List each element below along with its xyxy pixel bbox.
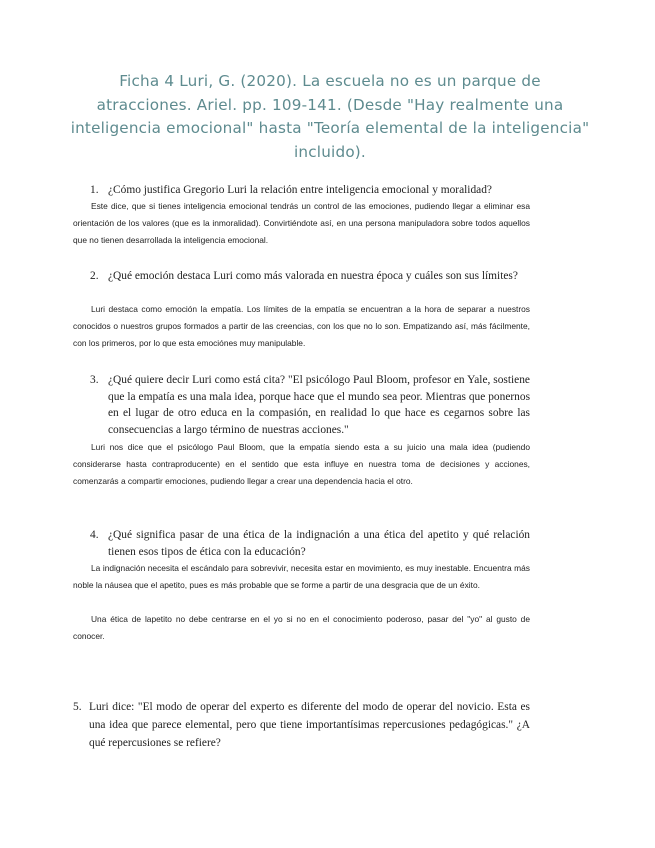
question-text: Luri dice: "El modo de operar del experto es diferente del modo de operar del novicio. Esta es una idea que parece elemental, pero que tiene importantísimas repercusiones pedagógicas." ¿A qué repercusiones se refiere? xyxy=(89,701,530,749)
answer-3: Luri nos dice que el psicólogo Paul Bloom, que la empatía siendo esta a su juicio una mala idea (pudiendo considerarse hasta contraproducente) en el sentido que esta influye en nuestra toma de decisiones y acciones, comenzarás a compartir emociones, pudiendo llegar a crear una dependencia hacia el otro. xyxy=(73,442,530,486)
question-4 xyxy=(90,527,530,560)
question-5 xyxy=(73,698,530,752)
answer-4a: La indignación necesita el escándalo para sobrevivir, necesita estar en movimiento, es muy inestable. Encuentra más noble la náusea que el apetito, pues es más probable que se forme a partir de una desgracia que de un éxito. xyxy=(73,563,530,590)
question-3 xyxy=(90,372,530,438)
answer-1: Este dice, que si tienes inteligencia emocional tendrás un control de las emociones, pudiendo llegar a eliminar esa orientación de los valores (que es la inmoralidad). Convirtiéndote así, en una persona manipuladora sobre todos aquellos que no tienen desarrollada la inteligencia emocional. xyxy=(73,201,530,245)
answer-2: Luri destaca como emoción la empatía. Los límites de la empatía se encuentran a la hora de separar a nuestros conocidos o nuestros grupos formados a partir de las creencias, con los que no lo son. Empatizando así, más fácilmente, con los primeros, por lo que esta emociónes muy manipulable. xyxy=(73,304,530,348)
question-text: ¿Cómo justifica Gregorio Luri la relación entre inteligencia emocional y moralidad? xyxy=(108,184,492,196)
question-text: ¿Qué emoción destaca Luri como más valorada en nuestra época y cuáles son sus límites? xyxy=(108,270,518,282)
question-number: 5. xyxy=(73,701,82,713)
document-title: Ficha 4 Luri, G. (2020). La escuela no es un parque de atracciones. Ariel. pp. 109-141. (Desde "Hay realmente una inteligencia emocional" hasta "Teoría elemental de la inteligencia" incluido). xyxy=(70,72,590,161)
question-text: ¿Qué significa pasar de una ética de la indignación a una ética del apetito y qué relación tienen esos tipos de ética con la educación? xyxy=(108,529,530,558)
question-text: ¿Qué quiere decir Luri como está cita? "El psicólogo Paul Bloom, profesor en Yale, sostiene que la empatía es una mala idea, porque hace que el mundo sea peor. Mientras que ponernos en el lugar de otro educa en la compasión, en realidad lo que hace es cegarnos sobre las consecuencias a largo término de nuestras acciones." xyxy=(108,374,530,436)
question-number: 3. xyxy=(90,374,99,386)
question-number: 4. xyxy=(90,529,99,541)
question-number: 2. xyxy=(90,270,99,282)
answer-4b: Una ética de lapetito no debe centrarse en el yo si no en el conocimiento poderoso, pasar del "yo" al gusto de conocer. xyxy=(73,614,530,641)
question-number: 1. xyxy=(90,184,99,196)
question-2 xyxy=(90,268,530,285)
question-1 xyxy=(90,182,530,199)
